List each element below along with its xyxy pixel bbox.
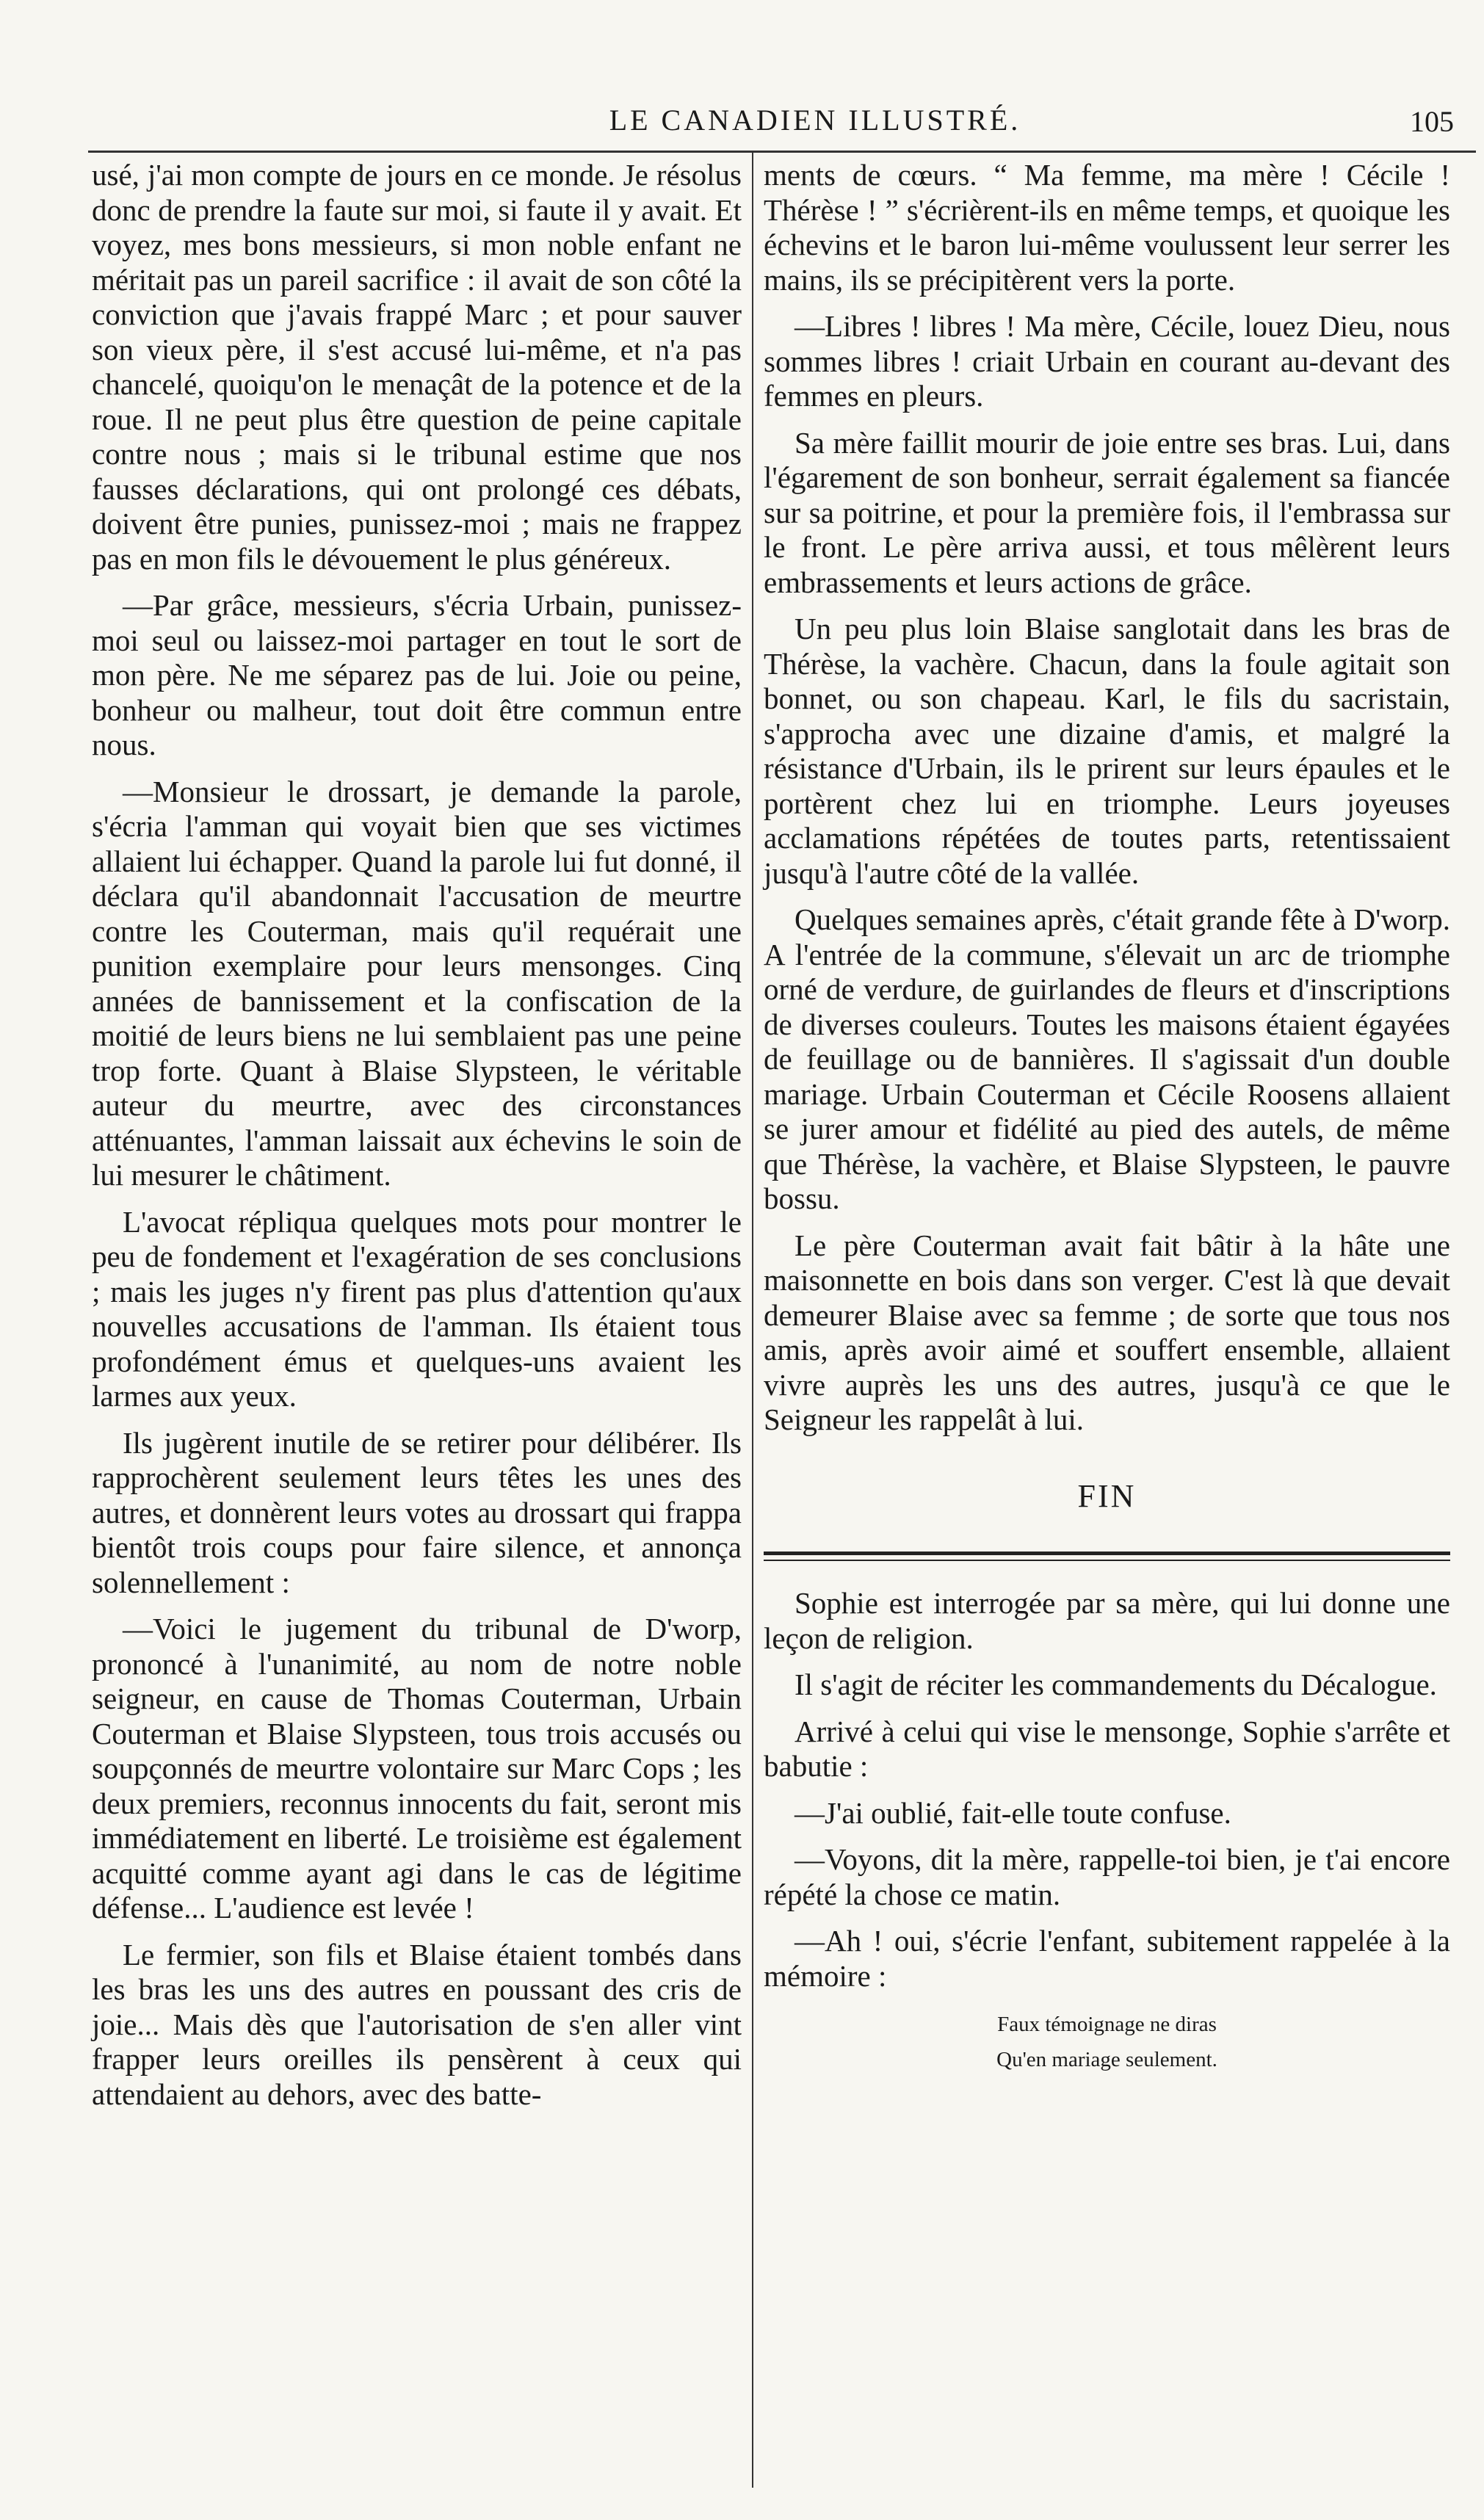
paragraph: Le fermier, son fils et Blaise étaient tombés dans les bras les uns des autres en poussant des cris de joie... Mais dès que l'autorisation de s'en aller vint frapper leurs oreilles ils pensèrent à ceux qui attendaient au dehors, avec des batte-	[92, 1937, 742, 2111]
column-divider	[752, 153, 753, 2488]
left-column	[92, 158, 742, 2123]
fin-heading: FIN	[1077, 1477, 1137, 1514]
paragraph: Le père Couterman avait fait bâtir à la hâte une maisonnette en bois dans son verger. C'est là que devait demeurer Blaise avec sa femme ; de sorte que tous nos amis, après avoir aimé et souffert ensemble, allaient vivre auprès les uns des autres, jusqu'à ce que le Seigneur les rappelât à lui.	[764, 1228, 1450, 1436]
verse-line: Qu'en mariage seulement.	[996, 2048, 1217, 2071]
header-title: LE CANADIEN ILLUSTRÉ.	[609, 104, 1021, 137]
anecdote-paragraph: Sophie est interrogée par sa mère, qui lui donne une leçon de religion.	[764, 1586, 1450, 1655]
verse	[764, 2007, 1450, 2077]
paragraph: Un peu plus loin Blaise sanglotait dans les bras de Thérèse, la vachère. Chacun, dans la foule agitait son bonnet, ou son chapeau. Karl, le fils du sacristain, s'approcha avec une dizaine d'amis, et malgré la résistance d'Urbain, ils le prirent sur leurs épaules et le portèrent chez lui en triomphe. Leurs joyeuses acclamations répétées de toutes parts, retentissaient jusqu'à l'autre côté de la vallée.	[764, 612, 1450, 890]
header-rule	[88, 151, 1476, 153]
section-rule	[764, 1552, 1450, 1561]
paragraph: Quelques semaines après, c'était grande fête à D'worp. A l'entrée de la commune, s'élevait un arc de triomphe orné de verdure, de guirlandes de fleurs et d'inscriptions de diverses couleurs. Toutes les maisons étaient égayées de feuillage ou de bannières. Il s'agissait d'un double mariage. Urbain Couterman et Cécile Roosens allaient se jurer amour et fidélité au pied des autels, de même que Thérèse, la vachère, et Blaise Slypsteen, le pauvre bossu.	[764, 902, 1450, 1215]
anecdote-paragraph: —Voyons, dit la mère, rappelle-toi bien, je t'ai encore répété la chose ce matin.	[764, 1842, 1450, 1911]
paragraph: —Par grâce, messieurs, s'écria Urbain, punissez-moi seul ou laissez-moi partager en tout le sort de mon père. Ne me séparez pas de lui. Joie ou peine, bonheur ou malheur, tout doit être commun entre nous.	[92, 588, 742, 761]
anecdote-paragraph: Arrivé à celui qui vise le mensonge, Sophie s'arrête et babutie :	[764, 1714, 1450, 1783]
verse-line: Faux témoignage ne diras	[997, 2013, 1217, 2036]
paragraph: Ils jugèrent inutile de se retirer pour délibérer. Ils rapprochèrent seulement leurs têtes les unes des autres, et donnèrent leurs votes au drossart qui frappa bientôt trois coups pour faire silence, et annonça solennellement :	[92, 1425, 742, 1599]
right-column	[764, 158, 1450, 2077]
paragraph: usé, j'ai mon compte de jours en ce monde. Je résolus donc de prendre la faute sur moi, si faute il y avait. Et voyez, mes bons messieurs, si mon noble enfant ne méritait pas un pareil sacrifice : il avait de son côté la conviction que j'avais frappé Marc ; et pour sauver son vieux père, il s'est accusé lui-même, et n'a pas chancelé, quoiqu'on le menaçât de la potence et de la roue. Il ne peut plus être question de peine capitale contre nous ; mais si le tribunal estime que nos fausses déclarations, qui ont prolongé ces débats, doivent être punies, punissez-moi ; mais ne frappez pas en mon fils le dévouement le plus généreux.	[92, 158, 742, 576]
page-header	[88, 103, 1476, 154]
paragraph: ments de cœurs. “ Ma femme, ma mère ! Cécile ! Thérèse ! ” s'écrièrent-ils en même temps, et quoique les échevins et le baron lui-même voulussent leur serrer les mains, ils se précipitèrent vers la porte.	[764, 158, 1450, 297]
page-number: 105	[1410, 105, 1454, 138]
paragraph: Sa mère faillit mourir de joie entre ses bras. Lui, dans l'égarement de son bonheur, serrait également sa fiancée sur sa poitrine, et pour la première fois, il l'embrassa sur le front. Le père arriva aussi, et tous mêlèrent leurs embrassements et leurs actions de grâce.	[764, 425, 1450, 599]
paragraph: —Monsieur le drossart, je demande la parole, s'écria l'amman qui voyait bien que ses victimes allaient lui échapper. Quand la parole lui fut donné, il déclara qu'il abandonnait l'accusation de meurtre contre les Couterman, mais qu'il requérait une punition exemplaire pour leurs mensonges. Cinq années de bannissement et la confiscation de la moitié de leurs biens ne lui semblaient pas une peine trop forte. Quant à Blaise Slypsteen, le véritable auteur du meurtre, avec des circonstances atténuantes, l'amman laissait aux échevins le soin de lui mesurer le châtiment.	[92, 774, 742, 1192]
paragraph: —Voici le jugement du tribunal de D'worp, prononcé à l'unanimité, au nom de notre noble seigneur, en cause de Thomas Couterman, Urbain Couterman et Blaise Slypsteen, tous trois accusés ou soupçonnés de meurtre volontaire sur Marc Cops ; les deux premiers, reconnus innocents du fait, seront mis immédiatement en liberté. Le troisième est également acquitté comme ayant agi dans le cas de légitime défense... L'audience est levée !	[92, 1612, 742, 1925]
paragraph: —Libres ! libres ! Ma mère, Cécile, louez Dieu, nous sommes libres ! criait Urbain en courant au-devant des femmes en pleurs.	[764, 309, 1450, 413]
anecdote-paragraph: —Ah ! oui, s'écrie l'enfant, subitement rappelée à la mémoire :	[764, 1924, 1450, 1993]
anecdote-paragraph: Il s'agit de réciter les commandements du Décalogue.	[795, 1668, 1437, 1701]
paragraph: L'avocat répliqua quelques mots pour montrer le peu de fondement et l'exagération de ses conclusions ; mais les juges n'y firent pas plus d'attention qu'aux nouvelles accusations de l'amman. Ils étaient tous profondément émus et quelques-uns avaient les larmes aux yeux.	[92, 1204, 742, 1413]
anecdote-paragraph: —J'ai oublié, fait-elle toute confuse.	[795, 1795, 1231, 1830]
